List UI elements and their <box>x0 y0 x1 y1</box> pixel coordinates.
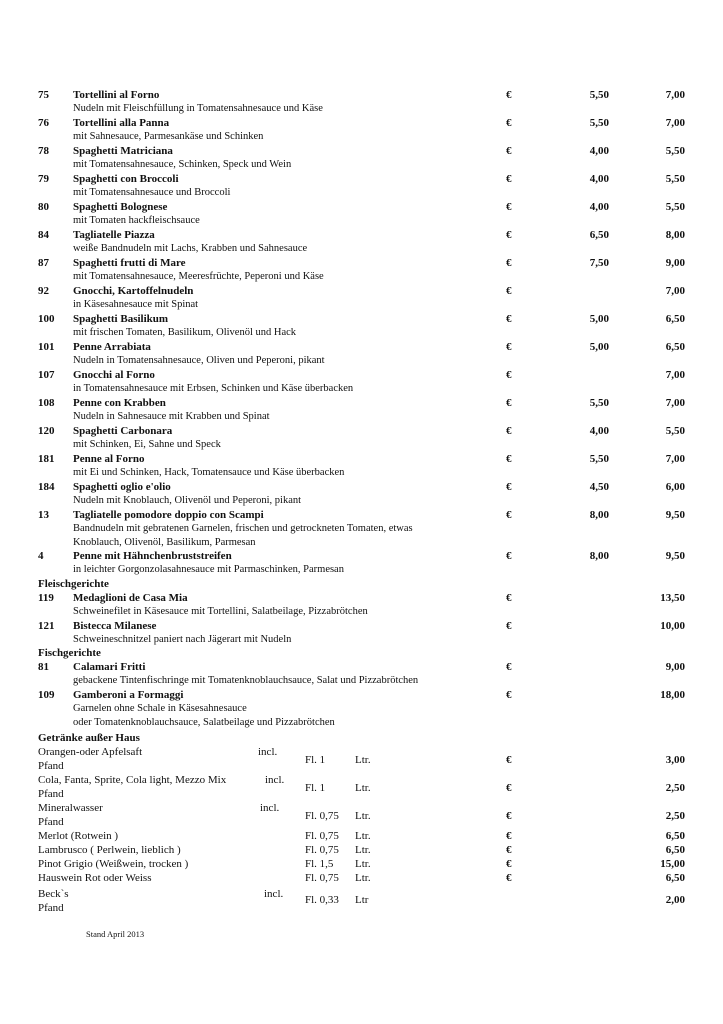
dish-description: gebackene Tintenfischringe mit Tomatenknoblauchsauce, Salat und Pizzabrötchen <box>73 675 419 686</box>
price-small: 4,00 <box>589 173 609 185</box>
section-heading-getraenke: Getränke außer Haus <box>38 732 140 744</box>
currency-symbol: € <box>506 550 512 562</box>
dish-description: mit Tomatensahnesauce und Broccoli <box>73 187 231 198</box>
price-small: 4,00 <box>589 425 609 437</box>
drink-incl: incl. <box>258 746 278 758</box>
dish-name: Spaghetti Matriciana <box>73 145 173 157</box>
price-large: 13,50 <box>660 592 685 604</box>
currency-symbol: € <box>506 844 512 856</box>
drink-incl: incl. <box>264 888 284 900</box>
dish-number: 184 <box>38 481 55 493</box>
currency-symbol: € <box>506 872 512 884</box>
dish-description: mit Tomatensahnesauce, Meeresfrüchte, Peperoni und Käse <box>73 271 324 282</box>
dish-description: oder Tomatenknoblauchsauce, Salatbeilage und Pizzabrötchen <box>73 717 335 728</box>
section-heading-fisch: Fischgerichte <box>38 647 101 659</box>
dish-description: mit Sahnesauce, Parmesankäse und Schinken <box>73 131 264 142</box>
dish-row <box>0 312 723 340</box>
drink-row <box>0 801 723 831</box>
drink-price: 15,00 <box>660 858 685 870</box>
drink-bottle-size: Fl. 1 <box>305 782 326 794</box>
dish-number: 181 <box>38 453 55 465</box>
dish-description: Bandnudeln mit gebratenen Garnelen, frischen und getrockneten Tomaten, etwas <box>73 523 413 534</box>
dish-row <box>0 619 723 647</box>
drink-unit: Ltr. <box>355 782 371 794</box>
currency-symbol: € <box>506 830 512 842</box>
drink-name: Mineralwasser <box>38 802 103 814</box>
drink-pfand: Pfand <box>38 902 64 914</box>
currency-symbol: € <box>506 453 512 465</box>
price-large: 7,00 <box>665 285 685 297</box>
dish-row <box>0 340 723 368</box>
price-small: 5,50 <box>589 397 609 409</box>
price-small: 4,00 <box>589 145 609 157</box>
drink-price: 6,50 <box>665 830 685 842</box>
drink-unit: Ltr <box>355 894 369 906</box>
price-small: 5,50 <box>589 117 609 129</box>
drink-bottle-size: Fl. 0,75 <box>305 810 339 822</box>
drink-unit: Ltr. <box>355 844 371 856</box>
dish-number: 84 <box>38 229 49 241</box>
price-small: 6,50 <box>589 229 609 241</box>
dish-name: Penne mit Hähnchenbruststreifen <box>73 550 232 562</box>
drink-incl: incl. <box>265 774 285 786</box>
drink-name: Lambrusco ( Perlwein, lieblich ) <box>38 844 181 856</box>
dish-name: Tagliatelle pomodore doppio con Scampi <box>73 509 264 521</box>
drink-bottle-size: Fl. 0,75 <box>305 872 339 884</box>
currency-symbol: € <box>506 397 512 409</box>
dish-name: Spaghetti Bolognese <box>73 201 168 213</box>
dish-row <box>0 228 723 256</box>
drink-bottle-size: Fl. 1 <box>305 754 326 766</box>
price-large: 7,00 <box>665 397 685 409</box>
dish-name: Spaghetti con Broccoli <box>73 173 179 185</box>
dish-name: Penne Arrabiata <box>73 341 151 353</box>
currency-symbol: € <box>506 229 512 241</box>
price-large: 5,50 <box>665 425 685 437</box>
dish-row <box>0 424 723 452</box>
price-large: 6,50 <box>665 313 685 325</box>
dish-description: mit Tomaten hackfleischsauce <box>73 215 200 226</box>
dish-row <box>0 688 723 728</box>
currency-symbol: € <box>506 313 512 325</box>
dish-name: Calamari Fritti <box>73 661 146 673</box>
price-small: 8,00 <box>589 509 609 521</box>
drink-bottle-size: Fl. 0,33 <box>305 894 339 906</box>
dish-name: Spaghetti frutti di Mare <box>73 257 186 269</box>
price-large: 5,50 <box>665 201 685 213</box>
dish-name: Gnocchi al Forno <box>73 369 155 381</box>
drink-price: 2,50 <box>665 782 685 794</box>
dish-row <box>0 256 723 284</box>
dish-number: 81 <box>38 661 49 673</box>
price-small: 4,50 <box>589 481 609 493</box>
price-small: 5,00 <box>589 313 609 325</box>
drink-unit: Ltr. <box>355 858 371 870</box>
dish-name: Penne al Forno <box>73 453 145 465</box>
price-large: 6,50 <box>665 341 685 353</box>
dish-row <box>0 660 723 688</box>
drink-bottle-size: Fl. 1,5 <box>305 858 334 870</box>
currency-symbol: € <box>506 89 512 101</box>
currency-symbol: € <box>506 369 512 381</box>
dish-name: Gamberoni a Formaggi <box>73 689 184 701</box>
dish-description: Schweineschnitzel paniert nach Jägerart mit Nudeln <box>73 634 292 645</box>
drink-unit: Ltr. <box>355 830 371 842</box>
dish-number: 100 <box>38 313 55 325</box>
dish-description: mit Ei und Schinken, Hack, Tomatensauce und Käse überbacken <box>73 467 345 478</box>
drink-name: Cola, Fanta, Sprite, Cola light, Mezzo Mix <box>38 774 227 786</box>
dish-name: Spaghetti Carbonara <box>73 425 173 437</box>
price-large: 5,50 <box>665 145 685 157</box>
drink-unit: Ltr. <box>355 872 371 884</box>
currency-symbol: € <box>506 592 512 604</box>
currency-symbol: € <box>506 509 512 521</box>
section-heading-fleisch: Fleischgerichte <box>38 578 109 590</box>
currency-symbol: € <box>506 620 512 632</box>
currency-symbol: € <box>506 173 512 185</box>
drink-name: Hauswein Rot oder Weiss <box>38 872 152 884</box>
price-large: 9,00 <box>665 661 685 673</box>
dish-number: 4 <box>38 550 44 562</box>
price-large: 9,50 <box>665 550 685 562</box>
price-large: 7,00 <box>665 117 685 129</box>
drink-row <box>0 745 723 775</box>
dish-row <box>0 452 723 480</box>
currency-symbol: € <box>506 661 512 673</box>
price-small: 5,50 <box>589 453 609 465</box>
drink-name: Merlot (Rotwein ) <box>38 830 119 842</box>
dish-number: 79 <box>38 173 49 185</box>
currency-symbol: € <box>506 285 512 297</box>
dish-description: Schweinefilet in Käsesauce mit Tortellini, Salatbeilage, Pizzabrötchen <box>73 606 368 617</box>
currency-symbol: € <box>506 257 512 269</box>
currency-symbol: € <box>506 689 512 701</box>
dish-number: 78 <box>38 145 49 157</box>
dish-description: Nudeln in Tomatensahnesauce, Oliven und Peperoni, pikant <box>73 355 325 366</box>
dish-row <box>0 144 723 172</box>
dish-number: 80 <box>38 201 49 213</box>
dish-description: Knoblauch, Olivenöl, Basilikum, Parmesan <box>73 537 256 548</box>
currency-symbol: € <box>506 201 512 213</box>
dish-number: 108 <box>38 397 55 409</box>
dish-name: Tortellini al Forno <box>73 89 160 101</box>
drink-name: Pinot Grigio (Weißwein, trocken ) <box>38 858 189 870</box>
dish-row <box>0 549 723 577</box>
price-large: 7,00 <box>665 89 685 101</box>
price-small: 7,50 <box>589 257 609 269</box>
drink-pfand: Pfand <box>38 788 64 800</box>
drink-row <box>0 887 723 917</box>
dish-description: mit Schinken, Ei, Sahne und Speck <box>73 439 221 450</box>
dish-row <box>0 508 723 548</box>
price-large: 18,00 <box>660 689 685 701</box>
currency-symbol: € <box>506 754 512 766</box>
dish-row <box>0 284 723 312</box>
drink-bottle-size: Fl. 0,75 <box>305 830 339 842</box>
dish-name: Spaghetti oglio e'olio <box>73 481 171 493</box>
currency-symbol: € <box>506 425 512 437</box>
dish-name: Tortellini alla Panna <box>73 117 170 129</box>
drink-bottle-size: Fl. 0,75 <box>305 844 339 856</box>
dish-name: Gnocchi, Kartoffelnudeln <box>73 285 194 297</box>
dish-number: 107 <box>38 369 55 381</box>
dish-name: Spaghetti Basilikum <box>73 313 169 325</box>
dish-number: 121 <box>38 620 55 632</box>
price-large: 6,00 <box>665 481 685 493</box>
dish-row <box>0 591 723 619</box>
currency-symbol: € <box>506 810 512 822</box>
dish-description: Nudeln in Sahnesauce mit Krabben und Spinat <box>73 411 270 422</box>
price-small: 5,50 <box>589 89 609 101</box>
dish-description: Nudeln mit Knoblauch, Olivenöl und Peperoni, pikant <box>73 495 302 506</box>
dish-description: in Tomatensahnesauce mit Erbsen, Schinken und Käse überbacken <box>73 383 354 394</box>
dish-number: 92 <box>38 285 49 297</box>
price-small: 4,00 <box>589 201 609 213</box>
currency-symbol: € <box>506 341 512 353</box>
drink-price: 6,50 <box>665 844 685 856</box>
drink-row <box>0 773 723 803</box>
price-large: 9,50 <box>665 509 685 521</box>
drink-unit: Ltr. <box>355 810 371 822</box>
drink-pfand: Pfand <box>38 760 64 772</box>
currency-symbol: € <box>506 782 512 794</box>
drink-incl: incl. <box>260 802 280 814</box>
price-large: 7,00 <box>665 369 685 381</box>
dish-name: Penne con Krabben <box>73 397 166 409</box>
currency-symbol: € <box>506 117 512 129</box>
currency-symbol: € <box>506 481 512 493</box>
price-large: 9,00 <box>665 257 685 269</box>
price-large: 8,00 <box>665 229 685 241</box>
dish-description: weiße Bandnudeln mit Lachs, Krabben und Sahnesauce <box>73 243 308 254</box>
dish-name: Bistecca Milanese <box>73 620 157 632</box>
dish-description: in leichter Gorgonzolasahnesauce mit Parmaschinken, Parmesan <box>73 564 344 575</box>
drink-price: 3,00 <box>665 754 685 766</box>
price-small: 5,00 <box>589 341 609 353</box>
dish-number: 75 <box>38 89 49 101</box>
dish-row <box>0 368 723 396</box>
currency-symbol: € <box>506 858 512 870</box>
dish-description: mit frischen Tomaten, Basilikum, Olivenöl und Hack <box>73 327 297 338</box>
drink-name: Orangen-oder Apfelsaft <box>38 746 143 758</box>
drink-name: Beck`s <box>38 888 69 900</box>
dish-row <box>0 200 723 228</box>
dish-row <box>0 480 723 508</box>
footer-stand: Stand April 2013 <box>86 929 145 939</box>
dish-description: in Käsesahnesauce mit Spinat <box>73 299 199 310</box>
dish-number: 120 <box>38 425 55 437</box>
dish-row <box>0 396 723 424</box>
drink-price: 6,50 <box>665 872 685 884</box>
dish-number: 109 <box>38 689 55 701</box>
dish-description: Garnelen ohne Schale in Käsesahnesauce <box>73 703 247 714</box>
drink-price: 2,50 <box>665 810 685 822</box>
drink-pfand: Pfand <box>38 816 64 828</box>
dish-number: 13 <box>38 509 49 521</box>
dish-name: Tagliatelle Piazza <box>73 229 155 241</box>
price-large: 7,00 <box>665 453 685 465</box>
dish-row <box>0 88 723 116</box>
dish-number: 87 <box>38 257 49 269</box>
price-large: 10,00 <box>660 620 685 632</box>
price-small: 8,00 <box>589 550 609 562</box>
dish-number: 101 <box>38 341 55 353</box>
drink-unit: Ltr. <box>355 754 371 766</box>
drink-price: 2,00 <box>665 894 685 906</box>
currency-symbol: € <box>506 145 512 157</box>
dish-number: 119 <box>38 592 54 604</box>
dish-name: Medaglioni de Casa Mia <box>73 592 188 604</box>
dish-description: mit Tomatensahnesauce, Schinken, Speck und Wein <box>73 159 292 170</box>
dish-number: 76 <box>38 117 49 129</box>
dish-description: Nudeln mit Fleischfüllung in Tomatensahnesauce und Käse <box>73 103 323 114</box>
dish-row <box>0 172 723 200</box>
dish-row <box>0 116 723 144</box>
price-large: 5,50 <box>665 173 685 185</box>
